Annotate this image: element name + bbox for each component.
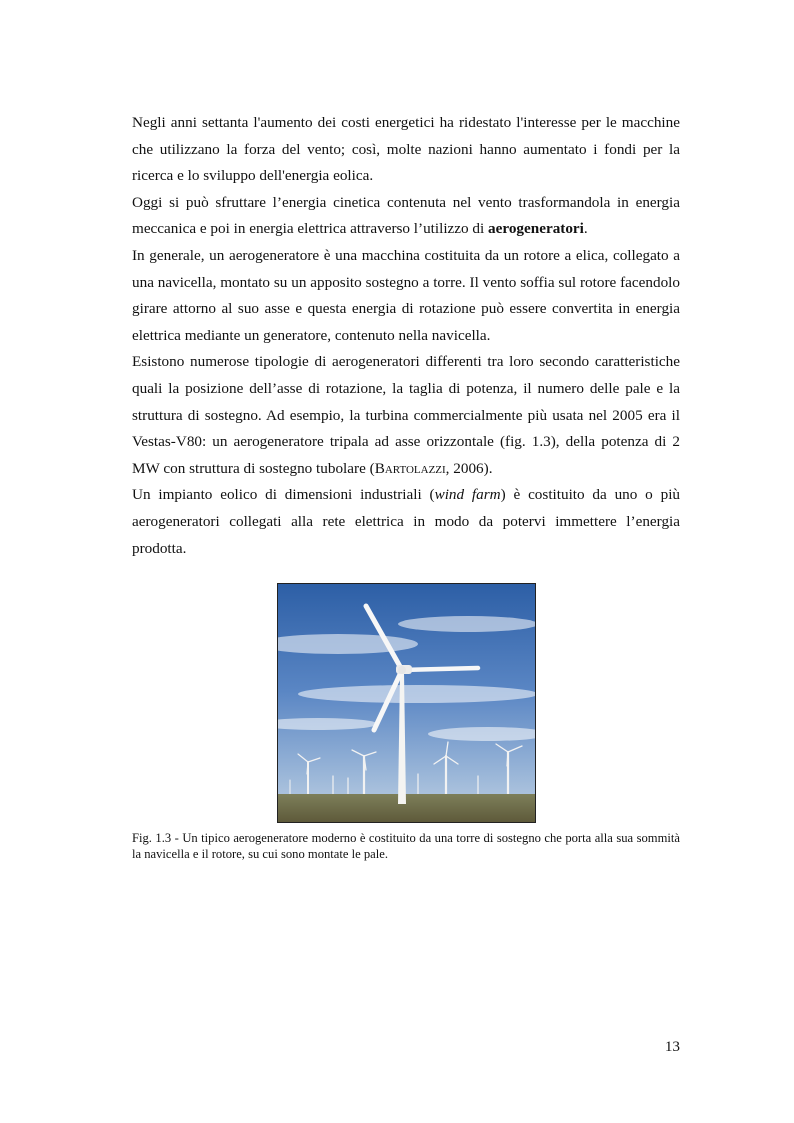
paragraph-4-end: , 2006). [445,459,493,477]
paragraph-5 [132,482,680,562]
citation-author: Bartolazzi [374,459,446,477]
paragraph-1: Negli anni settanta l'aumento dei costi energetici ha ridestato l'interesse per le macchine che utilizzano la forza del vento; così, molte nazioni hanno aumentato i fondi per la ricerca e lo sviluppo dell'energia eolica. [132,114,680,185]
ground [278,794,535,822]
term-wind-farm: wind farm [434,486,501,504]
body-text [132,110,680,562]
paragraph-4-text: Esistono numerose tipologie di aerogeneratori differenti tra loro secondo caratteristiche quali la posizione dell’asse di rotazione, la taglia di potenza, il numero delle pale e la struttura di sostegno. Ad esempio, la turbina commercialmente più usata nel 2005 era il Vestas-V80: un aerogeneratore tripala ad asse orizzontale (fig. 1.3), della potenza di 2 MW con struttura di sostegno tubolare ( [132,353,680,477]
paragraph-5-text: Un impianto eolico di dimensioni industriali ( [132,486,435,504]
paragraph-2-end: . [583,220,588,238]
paragraph-4 [132,349,680,482]
paragraph-5-end: ) è costituito da uno o più aerogeneratori collegati alla rete elettrica in modo da potervi immettere l’energia prodotta. [132,486,681,557]
page-number: 13 [664,1038,680,1055]
paragraph-3: In generale, un aerogeneratore è una macchina costituita da un rotore a elica, collegato a una navicella, montato su un apposito sostegno a torre. Il vento soffia sul rotore facendolo girare attorno al suo asse e questa energia di rotazione può essere convertita in energia elettrica mediante un generatore, contenuto nella navicella. [132,246,680,344]
paragraph-2-text: Oggi si può sfruttare l’energia cinetica contenuta nel vento trasformandola in energia meccanica e poi in energia elettrica attraverso l’utilizzo di [132,193,680,238]
figure-caption: Fig. 1.3 - Un tipico aerogeneratore moderno è costituito da una torre di sostegno che porta alla sua sommità la navicella e il rotore, su cui sono montate le pale. [132,831,680,861]
keyword-aerogeneratori: aerogeneratori [488,220,584,238]
wind-turbine-photo [277,583,536,823]
paragraph-2 [132,190,680,243]
